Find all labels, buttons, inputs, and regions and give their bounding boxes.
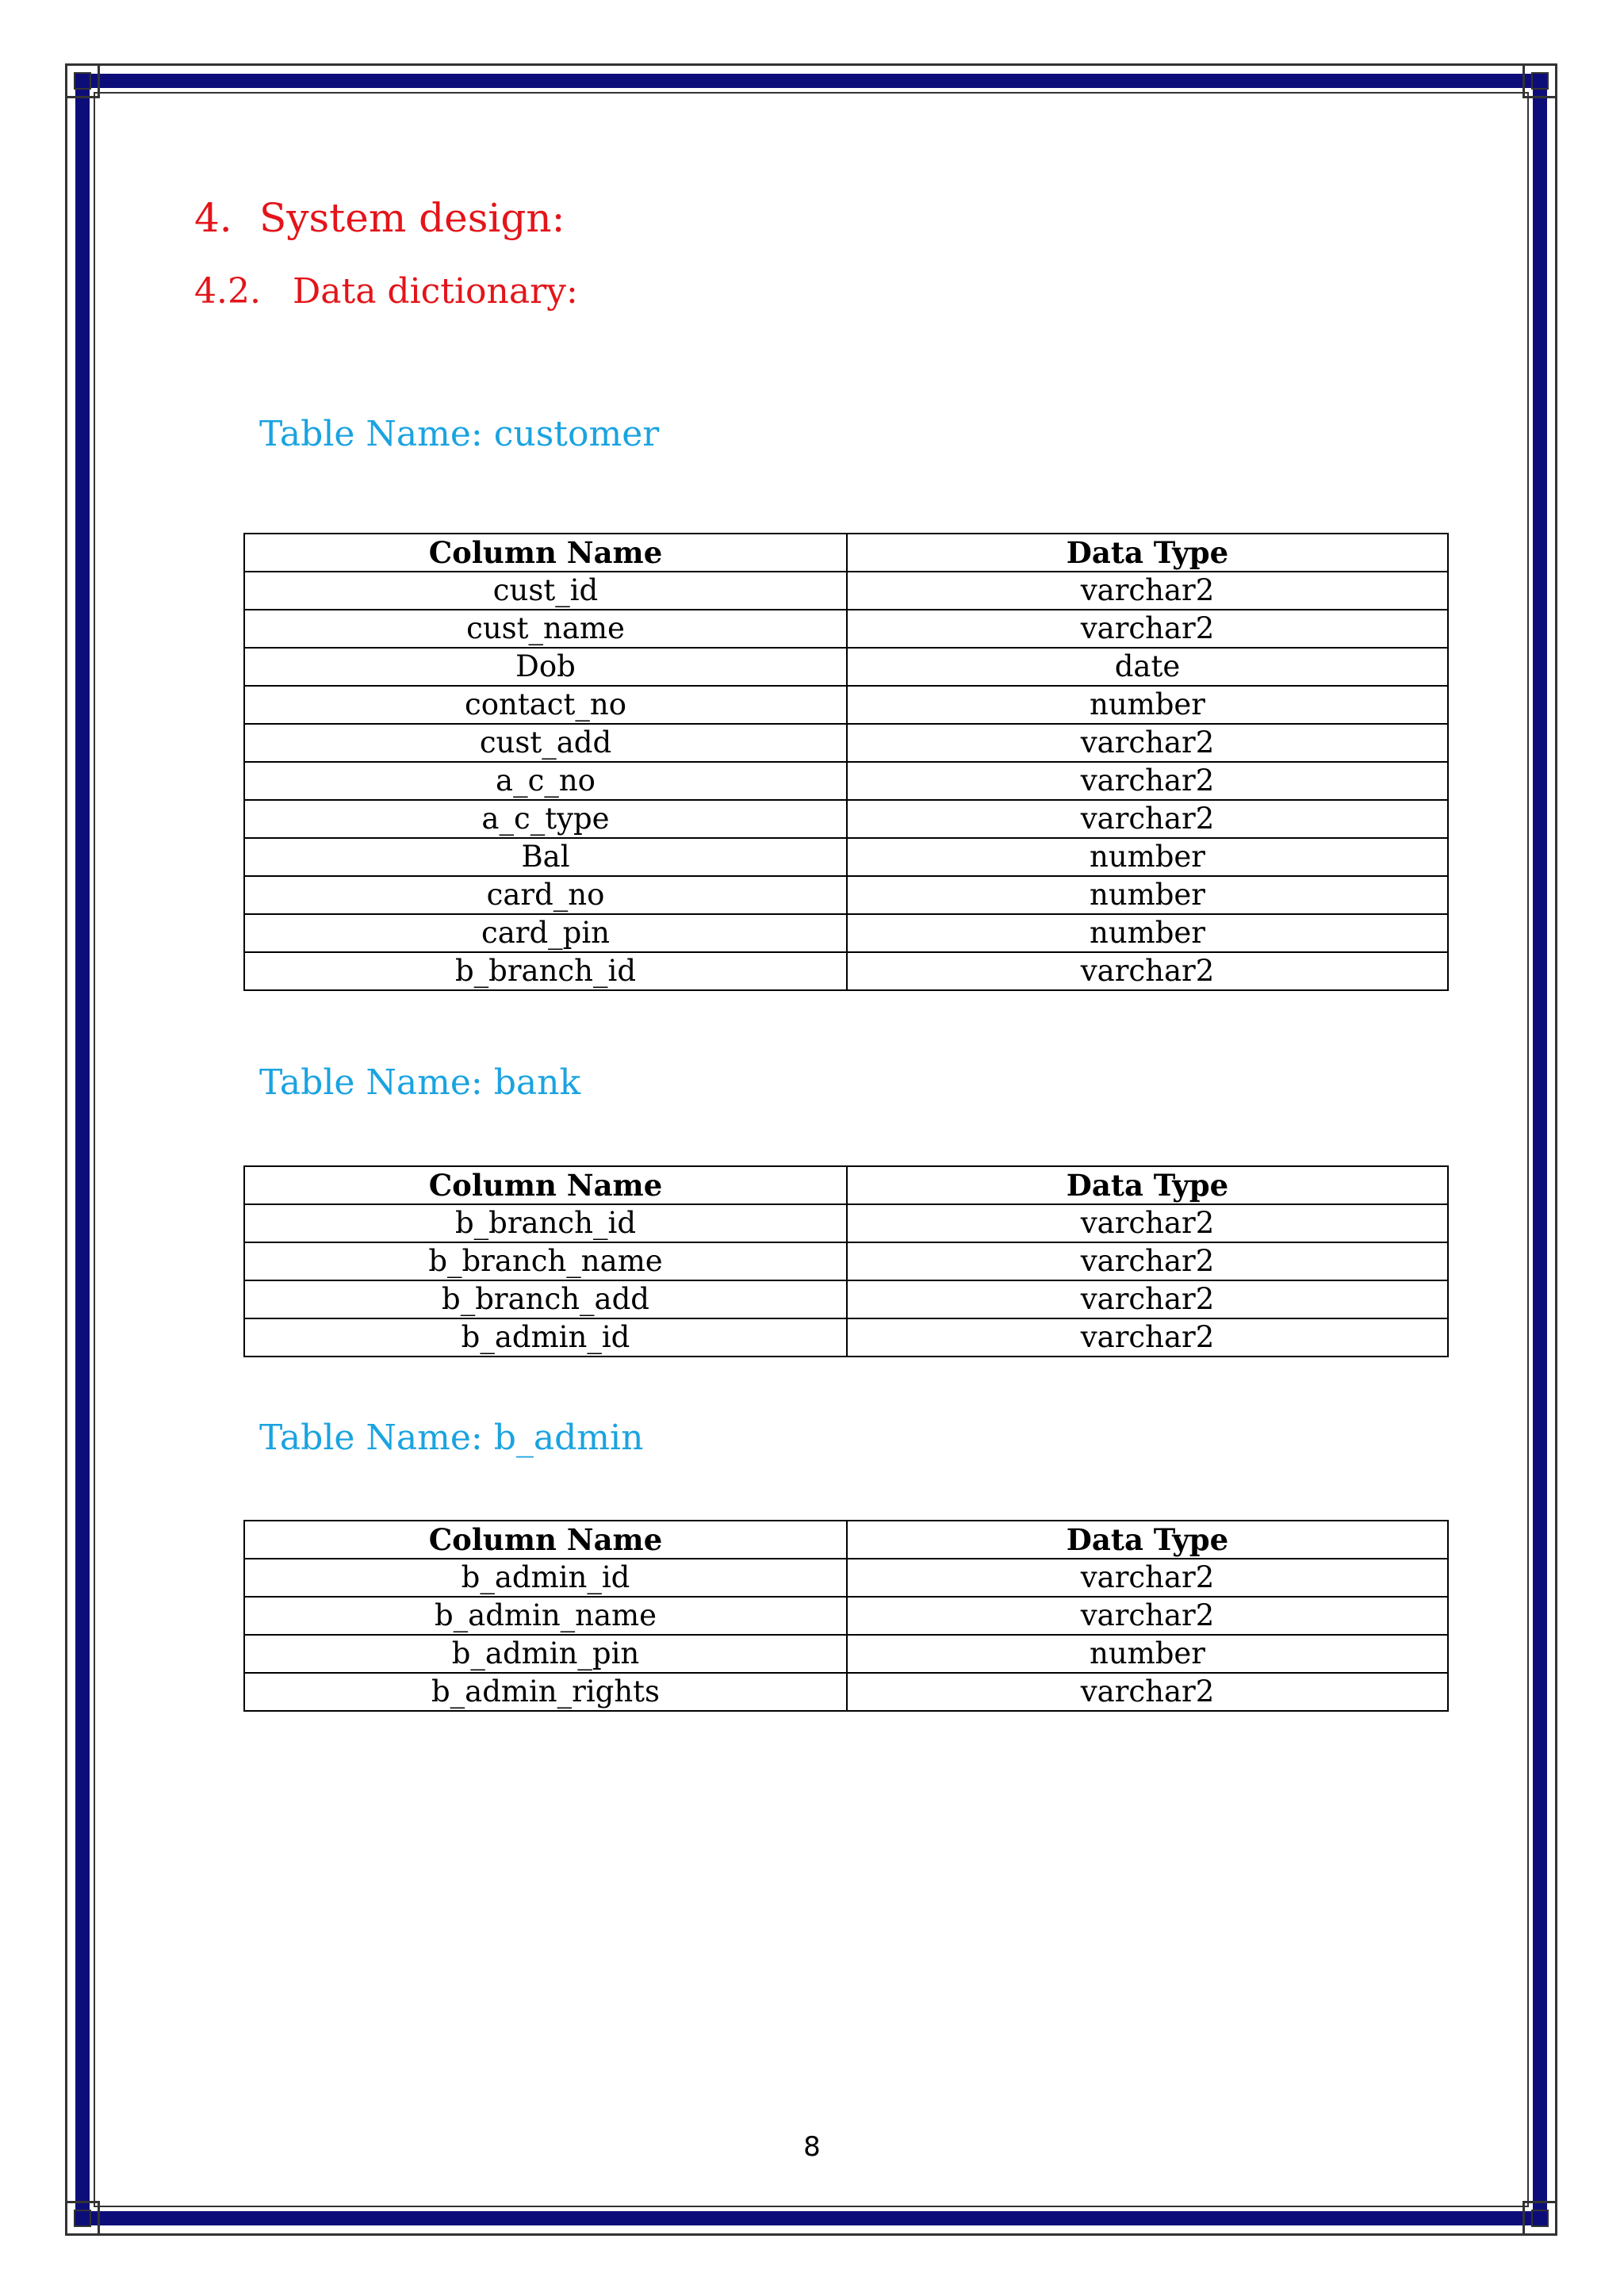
data-type-cell: varchar2 bbox=[847, 1280, 1448, 1318]
subsection-heading bbox=[194, 271, 578, 312]
column-name-cell: b_branch_id bbox=[244, 1204, 847, 1242]
border-corner-ornament bbox=[65, 2201, 100, 2236]
page-border-inner bbox=[94, 92, 1529, 2207]
data-type-cell: varchar2 bbox=[847, 610, 1448, 648]
data-type-cell: varchar2 bbox=[847, 800, 1448, 838]
column-name-cell: Bal bbox=[244, 838, 847, 876]
table-row bbox=[244, 1204, 1448, 1242]
data-dictionary-table-bank bbox=[243, 1165, 1449, 1357]
column-name-cell: b_branch_id bbox=[244, 952, 847, 990]
table-row bbox=[244, 952, 1448, 990]
data-type-cell: number bbox=[847, 914, 1448, 952]
data-dictionary-table-customer bbox=[243, 533, 1449, 991]
data-dictionary-table-b-admin bbox=[243, 1520, 1449, 1712]
table-row bbox=[244, 1318, 1448, 1357]
data-type-cell: number bbox=[847, 1635, 1448, 1673]
table-row bbox=[244, 1280, 1448, 1318]
data-type-cell: varchar2 bbox=[847, 1242, 1448, 1280]
column-name-header: Column Name bbox=[244, 1166, 847, 1204]
table-row bbox=[244, 1559, 1448, 1597]
border-corner-ornament bbox=[1522, 2201, 1557, 2236]
column-name-cell: b_admin_name bbox=[244, 1597, 847, 1635]
column-name-cell: card_pin bbox=[244, 914, 847, 952]
data-type-header: Data Type bbox=[847, 1166, 1448, 1204]
table-row bbox=[244, 1242, 1448, 1280]
table-row bbox=[244, 914, 1448, 952]
column-name-header: Column Name bbox=[244, 1521, 847, 1559]
data-type-cell: varchar2 bbox=[847, 952, 1448, 990]
section-title: System design: bbox=[259, 195, 565, 241]
data-type-cell: varchar2 bbox=[847, 1559, 1448, 1597]
data-type-cell: varchar2 bbox=[847, 1318, 1448, 1357]
border-corner-ornament bbox=[1522, 63, 1557, 98]
data-type-cell: varchar2 bbox=[847, 724, 1448, 762]
column-name-cell: Dob bbox=[244, 648, 847, 686]
column-name-cell: b_admin_rights bbox=[244, 1673, 847, 1711]
subsection-title: Data dictionary: bbox=[293, 271, 578, 312]
data-type-cell: varchar2 bbox=[847, 572, 1448, 610]
table-row bbox=[244, 610, 1448, 648]
column-name-cell: cust_add bbox=[244, 724, 847, 762]
data-type-header: Data Type bbox=[847, 534, 1448, 572]
column-name-cell: a_c_type bbox=[244, 800, 847, 838]
data-type-cell: varchar2 bbox=[847, 1204, 1448, 1242]
page-number: 8 bbox=[803, 2131, 821, 2163]
table-header-row bbox=[244, 1521, 1448, 1559]
table-header-row bbox=[244, 1166, 1448, 1204]
data-type-cell: varchar2 bbox=[847, 1597, 1448, 1635]
column-name-cell: cust_id bbox=[244, 572, 847, 610]
column-name-header: Column Name bbox=[244, 534, 847, 572]
table-row bbox=[244, 724, 1448, 762]
table-title-customer: Table Name: customer bbox=[259, 414, 660, 454]
table-header-row bbox=[244, 534, 1448, 572]
data-type-cell: number bbox=[847, 838, 1448, 876]
table-row bbox=[244, 876, 1448, 914]
column-name-cell: b_admin_pin bbox=[244, 1635, 847, 1673]
data-type-cell: date bbox=[847, 648, 1448, 686]
table-row bbox=[244, 686, 1448, 724]
table-row bbox=[244, 1635, 1448, 1673]
section-number: 4. bbox=[194, 195, 232, 241]
table-row bbox=[244, 572, 1448, 610]
data-type-cell: number bbox=[847, 876, 1448, 914]
table-row bbox=[244, 1597, 1448, 1635]
column-name-cell: cust_name bbox=[244, 610, 847, 648]
data-type-cell: number bbox=[847, 686, 1448, 724]
table-row bbox=[244, 648, 1448, 686]
column-name-cell: b_admin_id bbox=[244, 1559, 847, 1597]
table-title-bank: Table Name: bank bbox=[259, 1062, 581, 1103]
column-name-cell: b_admin_id bbox=[244, 1318, 847, 1357]
section-heading bbox=[194, 195, 565, 241]
column-name-cell: a_c_no bbox=[244, 762, 847, 800]
table-title-b-admin: Table Name: b_admin bbox=[259, 1418, 644, 1458]
table-row bbox=[244, 762, 1448, 800]
data-type-header: Data Type bbox=[847, 1521, 1448, 1559]
column-name-cell: contact_no bbox=[244, 686, 847, 724]
column-name-cell: b_branch_name bbox=[244, 1242, 847, 1280]
column-name-cell: card_no bbox=[244, 876, 847, 914]
data-type-cell: varchar2 bbox=[847, 762, 1448, 800]
border-corner-ornament bbox=[65, 63, 100, 98]
table-row bbox=[244, 1673, 1448, 1711]
subsection-number: 4.2. bbox=[194, 271, 261, 312]
table-row bbox=[244, 838, 1448, 876]
column-name-cell: b_branch_add bbox=[244, 1280, 847, 1318]
table-row bbox=[244, 800, 1448, 838]
data-type-cell: varchar2 bbox=[847, 1673, 1448, 1711]
